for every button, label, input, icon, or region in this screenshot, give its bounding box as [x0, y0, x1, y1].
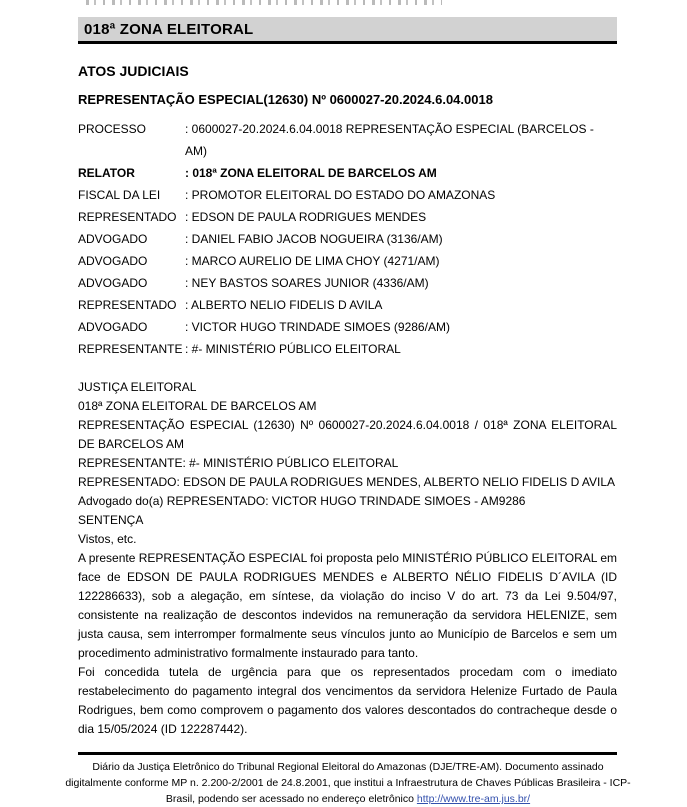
- case-table: [78, 118, 617, 360]
- section-bar-title: 018ª ZONA ELEITORAL: [84, 21, 254, 38]
- document-content: [65, 17, 631, 807]
- case-heading: REPRESENTAÇÃO ESPECIAL(12630) Nº 0600027-20.2024.6.04.0018: [78, 92, 493, 107]
- footer-rule: [78, 752, 617, 755]
- table-row: [78, 294, 617, 316]
- body-paragraph: JUSTIÇA ELEITORAL: [78, 380, 197, 394]
- footer-link[interactable]: http://www.tre-am.jus.br/: [416, 793, 531, 805]
- body-paragraph: SENTENÇA: [78, 513, 144, 527]
- body-paragraph: Advogado do(a) REPRESENTADO: VICTOR HUGO TRINDADE SIMOES - AM9286: [78, 494, 526, 508]
- table-row-value: : 0600027-20.2024.6.04.0018 REPRESENTAÇÃO ESPECIAL (BARCELOS - AM): [185, 122, 594, 158]
- table-row: [78, 316, 617, 338]
- body-paragraph: Vistos, etc.: [78, 532, 137, 546]
- table-row-value: : DANIEL FABIO JACOB NOGUEIRA (3136/AM): [185, 232, 443, 246]
- table-row-value: : MARCO AURELIO DE LIMA CHOY (4271/AM): [185, 254, 440, 268]
- table-row-value: : #- MINISTÉRIO PÚBLICO ELEITORAL: [185, 342, 401, 356]
- document-body: [78, 378, 617, 739]
- body-paragraph: Foi concedida tutela de urgência para que os representados procedam com o imediato restabelecimento do pagamento integral dos vencimentos da servidora Helenize Furtado de Paula Rodrigues, bem como comprovem o pagamento dos valores descontados do contracheque desde o dia 15/05/2024 (ID 122287442).: [78, 665, 617, 736]
- table-row-label: REPRESENTADO: [78, 210, 177, 224]
- table-row-value: : PROMOTOR ELEITORAL DO ESTADO DO AMAZONAS: [185, 188, 496, 202]
- body-paragraph: REPRESENTADO: EDSON DE PAULA RODRIGUES MENDES, ALBERTO NELIO FIDELIS D AVILA: [78, 475, 616, 489]
- atos-judiciais-heading: ATOS JUDICIAIS: [78, 63, 189, 79]
- table-row-label: ADVOGADO: [78, 276, 148, 290]
- table-row: [78, 118, 617, 162]
- footer-disclaimer: Diário da Justiça Eletrônico do Tribunal Regional Eleitoral do Amazonas (DJE/TRE-AM). Documento assinado digitalmente conforme MP n. 2.200-2/2001 de 24.8.2001, que institui a Infraestrutura de Chaves Públicas Brasileira - ICP-Brasil, podendo ser acessado no endereço eletrônico: [65, 761, 631, 805]
- table-row-value: : NEY BASTOS SOARES JUNIOR (4336/AM): [185, 276, 429, 290]
- table-row-value: : EDSON DE PAULA RODRIGUES MENDES: [185, 210, 427, 224]
- table-row-value: : VICTOR HUGO TRINDADE SIMOES (9286/AM): [185, 320, 450, 334]
- body-paragraph: A presente REPRESENTAÇÃO ESPECIAL foi proposta pelo MINISTÉRIO PÚBLICO ELEITORAL em face de EDSON DE PAULA RODRIGUES MENDES e ALBERTO NÉLIO FIDELIS D´AVILA (ID 122286633), sob a alegação, em síntese, da violação do inciso V do art. 73 da Lei 9.504/97, consistente na realização de descontos indevidos na remuneração da servidora HELENIZE, sem justa causa, sem interromper formalmente seus vínculos junto ao Município de Barcelos e sem um procedimento administrativo formalmente instaurado para tanto.: [78, 551, 617, 660]
- table-row-label: ADVOGADO: [78, 320, 148, 334]
- table-row-label: ADVOGADO: [78, 254, 148, 268]
- table-row-label: REPRESENTANTE: [78, 342, 183, 356]
- table-row: [78, 272, 617, 294]
- body-paragraph: REPRESENTAÇÃO ESPECIAL (12630) Nº 0600027-20.2024.6.04.0018 / 018ª ZONA ELEITORAL DE BARCELOS AM: [78, 418, 617, 451]
- table-row-label: RELATOR: [78, 166, 135, 180]
- table-row-label: ADVOGADO: [78, 232, 148, 246]
- table-row-label: REPRESENTADO: [78, 298, 177, 312]
- table-row: [78, 228, 617, 250]
- table-row: [78, 162, 617, 184]
- section-bar: [78, 17, 617, 44]
- table-row: [78, 184, 617, 206]
- body-paragraph: 018ª ZONA ELEITORAL DE BARCELOS AM: [78, 399, 317, 413]
- body-paragraph: REPRESENTANTE: #- MINISTÉRIO PÚBLICO ELEITORAL: [78, 456, 399, 470]
- table-row-value: : ALBERTO NELIO FIDELIS D AVILA: [185, 298, 383, 312]
- table-row: [78, 250, 617, 272]
- clipped-topline-fragment: [86, 0, 442, 5]
- table-row: [78, 338, 617, 360]
- table-row-value: : 018ª ZONA ELEITORAL DE BARCELOS AM: [185, 166, 437, 180]
- table-row-label: PROCESSO: [78, 122, 147, 136]
- footer-text: [65, 759, 631, 807]
- table-row-label: FISCAL DA LEI: [78, 188, 161, 202]
- table-row: [78, 206, 617, 228]
